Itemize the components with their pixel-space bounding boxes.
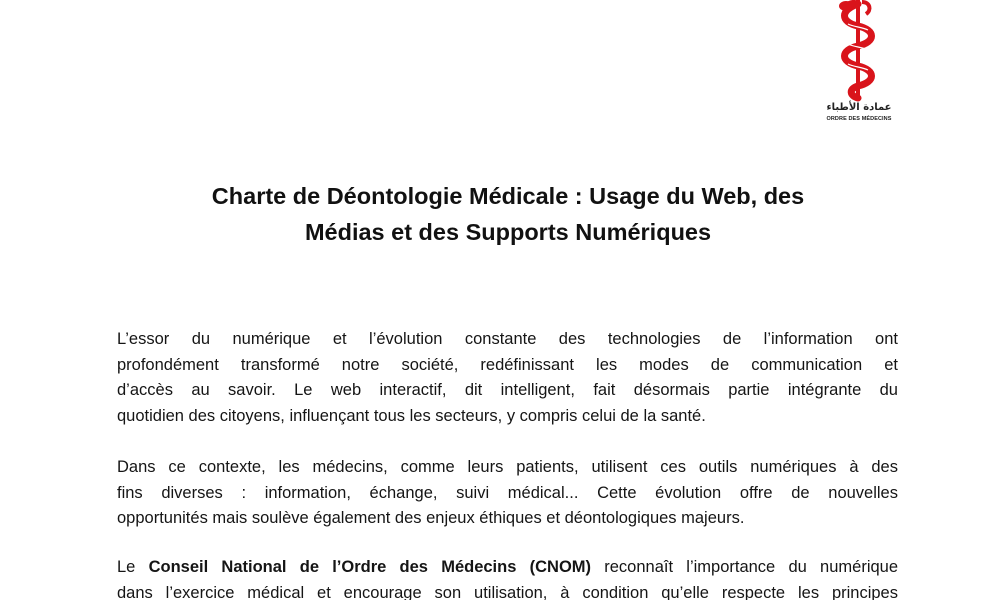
paragraph-line: d’accès au savoir. Le web interactif, dit intelligent, fait désormais partie intégrante du (117, 381, 898, 399)
caduceus-icon (826, 0, 892, 102)
paragraph-2 (117, 455, 898, 532)
logo-french-text: ORDRE DES MÉDECINS (826, 116, 892, 122)
paragraph-line (117, 555, 898, 581)
page-title (100, 178, 916, 250)
cnom-bold-text: Conseil National de l’Ordre des Médecins (CNOM) (148, 558, 592, 576)
ordre-des-medecins-logo (826, 0, 892, 128)
paragraph-line: opportunités mais soulève également des enjeux éthiques et déontologiques majeurs. (117, 509, 745, 527)
paragraph-line: dans l’exercice médical et encourage son utilisation, à condition qu’elle respecte les principes (117, 583, 898, 600)
paragraph-line: L’essor du numérique et l’évolution constante des technologies de l’information ont (117, 330, 898, 348)
paragraph-line: fins diverses : information, échange, suivi médical... Cette évolution offre de nouvelles (117, 483, 898, 502)
paragraph-text: reconnaît l’importance du numérique (591, 558, 898, 576)
paragraph-line: quotidien des citoyens, influençant tous les secteurs, y compris celui de la santé. (117, 406, 706, 425)
title-line-2: Médias et des Supports Numériques (304, 219, 712, 245)
paragraph-3 (117, 555, 898, 600)
title-line-1: Charte de Déontologie Médicale : Usage du Web, des (211, 183, 805, 209)
paragraph-1 (117, 327, 898, 429)
logo-arabic-text: عمادة الأطباء (826, 102, 892, 113)
paragraph-line: Dans ce contexte, les médecins, comme leurs patients, utilisent ces outils numériques à des (117, 458, 898, 476)
paragraph-line: profondément transformé notre société, redéfinissant les modes de communication et (117, 355, 898, 374)
paragraph-text: Le (117, 558, 149, 576)
